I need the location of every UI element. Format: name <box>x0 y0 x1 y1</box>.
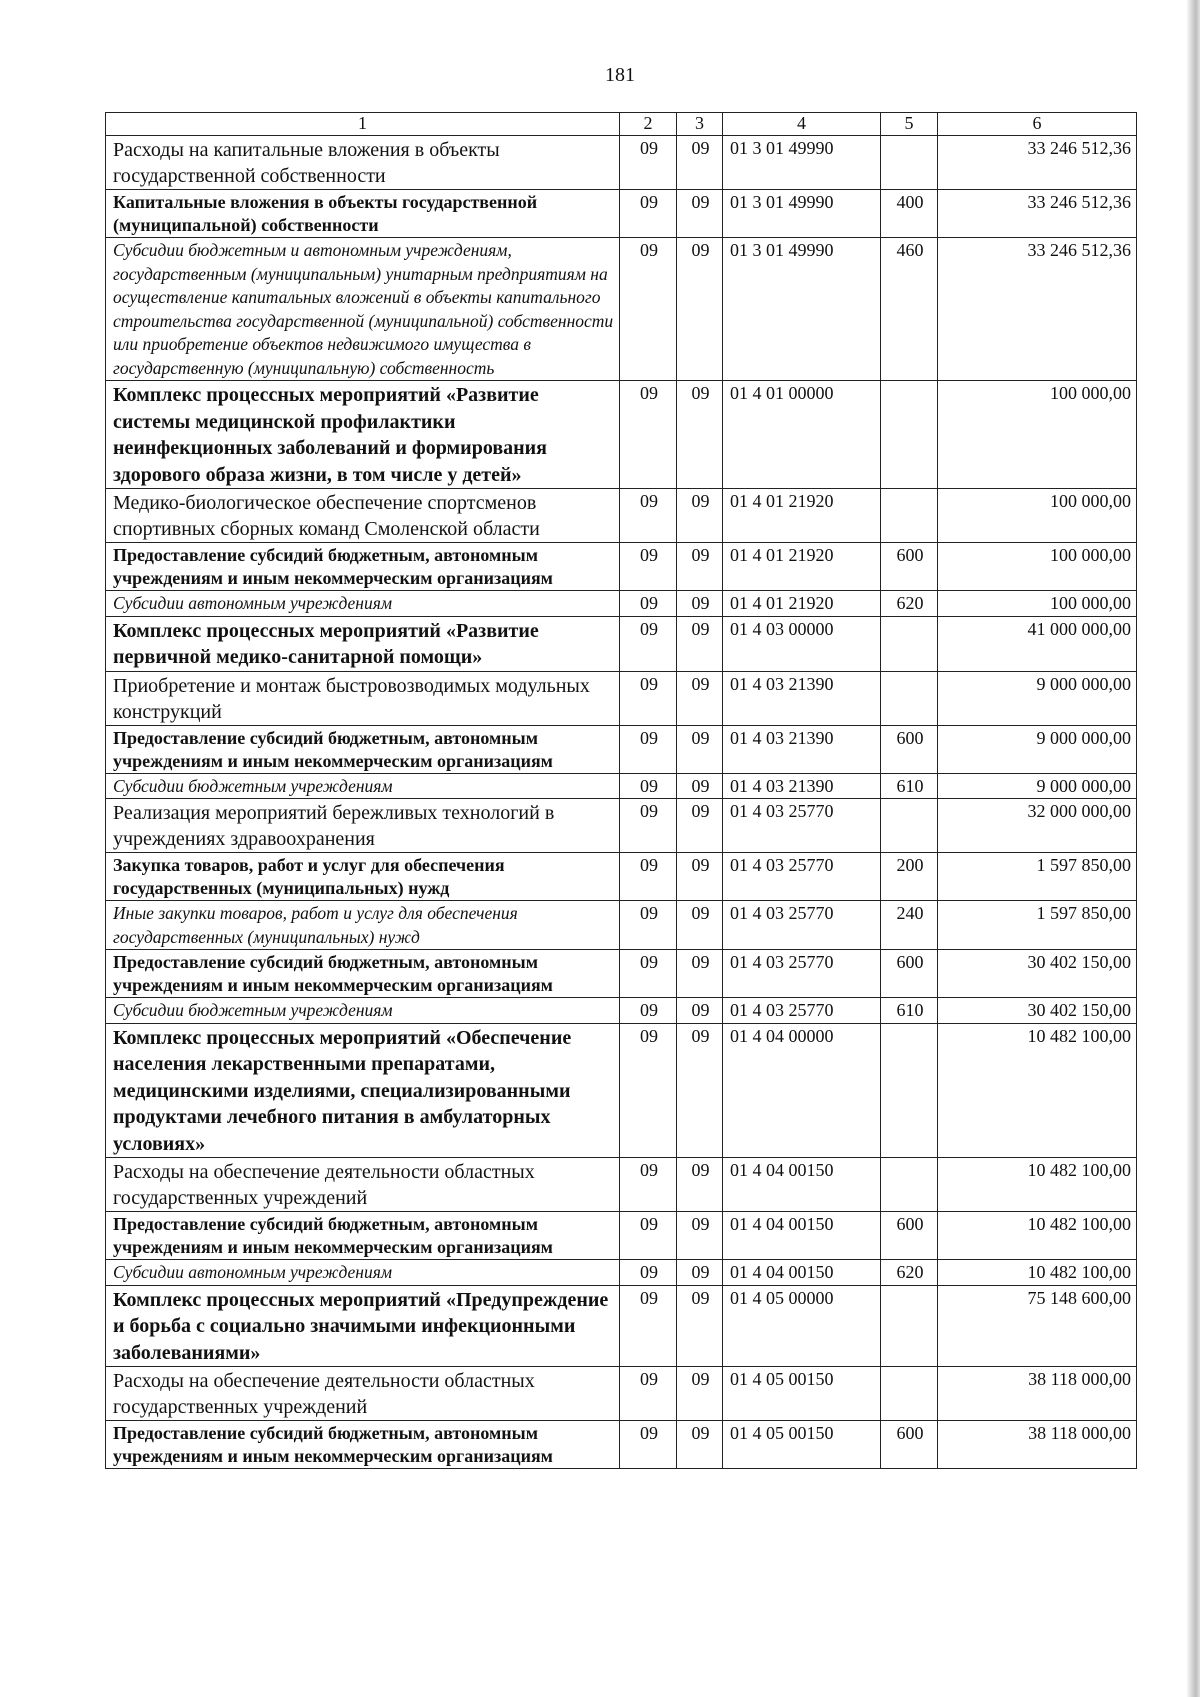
target-article-cell: 01 4 04 00150 <box>723 1260 881 1286</box>
target-article-cell: 01 4 01 00000 <box>723 381 881 489</box>
table-row <box>106 1421 1137 1469</box>
row-name-cell: Субсидии автономным учреждениям <box>106 1260 620 1286</box>
expense-type-cell <box>881 1023 938 1158</box>
expense-type-cell <box>881 671 938 725</box>
row-name-cell: Субсидии бюджетным учреждениям <box>106 998 620 1024</box>
column-number-header-row <box>106 113 1137 136</box>
row-name-cell: Предоставление субсидий бюджетным, автономным учреждениям и иным некоммерческим организациям <box>106 1421 620 1469</box>
subsection-code-cell: 09 <box>677 853 723 901</box>
table-row <box>106 1158 1137 1212</box>
expense-type-cell: 200 <box>881 853 938 901</box>
target-article-cell: 01 4 01 21920 <box>723 543 881 591</box>
section-code-cell: 09 <box>620 381 677 489</box>
subsection-code-cell: 09 <box>677 543 723 591</box>
subsection-code-cell: 09 <box>677 773 723 799</box>
expense-type-cell: 600 <box>881 1421 938 1469</box>
amount-cell: 1 597 850,00 <box>938 853 1137 901</box>
amount-cell: 9 000 000,00 <box>938 773 1137 799</box>
table-row <box>106 489 1137 543</box>
expense-type-cell: 400 <box>881 190 938 238</box>
subsection-code-cell: 09 <box>677 1158 723 1212</box>
subsection-code-cell: 09 <box>677 381 723 489</box>
section-code-cell: 09 <box>620 238 677 381</box>
target-article-cell: 01 4 03 25770 <box>723 950 881 998</box>
amount-cell: 100 000,00 <box>938 489 1137 543</box>
amount-cell: 100 000,00 <box>938 543 1137 591</box>
expense-type-cell: 460 <box>881 238 938 381</box>
row-name-cell: Иные закупки товаров, работ и услуг для обеспечения государственных (муниципальных) нужд <box>106 901 620 950</box>
table-row <box>106 238 1137 381</box>
section-code-cell: 09 <box>620 190 677 238</box>
row-name-cell: Расходы на обеспечение деятельности областных государственных учреждений <box>106 1158 620 1212</box>
amount-cell: 33 246 512,36 <box>938 136 1137 190</box>
subsection-code-cell: 09 <box>677 136 723 190</box>
expense-type-cell: 610 <box>881 773 938 799</box>
row-name-cell: Закупка товаров, работ и услуг для обеспечения государственных (муниципальных) нужд <box>106 853 620 901</box>
expense-type-cell: 600 <box>881 543 938 591</box>
subsection-code-cell: 09 <box>677 950 723 998</box>
target-article-cell: 01 4 03 25770 <box>723 799 881 853</box>
section-code-cell: 09 <box>620 901 677 950</box>
table-row <box>106 853 1137 901</box>
subsection-code-cell: 09 <box>677 1421 723 1469</box>
row-name-cell: Предоставление субсидий бюджетным, автономным учреждениям и иным некоммерческим организациям <box>106 950 620 998</box>
section-code-cell: 09 <box>620 671 677 725</box>
expense-type-cell <box>881 1367 938 1421</box>
target-article-cell: 01 4 03 21390 <box>723 773 881 799</box>
section-code-cell: 09 <box>620 799 677 853</box>
row-name-cell: Комплекс процессных мероприятий «Развитие первичной медико-санитарной помощи» <box>106 616 620 671</box>
target-article-cell: 01 4 04 00150 <box>723 1158 881 1212</box>
table-row <box>106 136 1137 190</box>
amount-cell: 100 000,00 <box>938 381 1137 489</box>
table-row <box>106 773 1137 799</box>
row-name-cell: Субсидии автономным учреждениям <box>106 591 620 617</box>
section-code-cell: 09 <box>620 136 677 190</box>
table-row <box>106 1260 1137 1286</box>
subsection-code-cell: 09 <box>677 1212 723 1260</box>
row-name-cell: Комплекс процессных мероприятий «Предупреждение и борьба с социально значимыми инфекционными заболеваниями» <box>106 1285 620 1367</box>
section-code-cell: 09 <box>620 1260 677 1286</box>
target-article-cell: 01 3 01 49990 <box>723 190 881 238</box>
row-name-cell: Комплекс процессных мероприятий «Обеспечение населения лекарственными препаратами, медицинскими изделиями, специализированными продуктами лечебного питания в амбулаторных условиях» <box>106 1023 620 1158</box>
section-code-cell: 09 <box>620 773 677 799</box>
table-row <box>106 591 1137 617</box>
section-code-cell: 09 <box>620 1023 677 1158</box>
section-code-cell: 09 <box>620 543 677 591</box>
column-number-5: 5 <box>881 113 938 136</box>
subsection-code-cell: 09 <box>677 489 723 543</box>
expense-type-cell: 610 <box>881 998 938 1024</box>
table-row <box>106 1367 1137 1421</box>
subsection-code-cell: 09 <box>677 725 723 773</box>
row-name-cell: Реализация мероприятий бережливых технологий в учреждениях здравоохранения <box>106 799 620 853</box>
column-number-3: 3 <box>677 113 723 136</box>
table-row <box>106 616 1137 671</box>
amount-cell: 41 000 000,00 <box>938 616 1137 671</box>
section-code-cell: 09 <box>620 616 677 671</box>
row-name-cell: Медико-биологическое обеспечение спортсменов спортивных сборных команд Смоленской области <box>106 489 620 543</box>
row-name-cell: Субсидии бюджетным и автономным учреждениям, государственным (муниципальным) унитарным предприятиям на осуществление капитальных вложений в объекты капитального строительства государственной (муниципальной) собственности или приобретение объектов недвижимого имущества в государственную (муниципальную) собственность <box>106 238 620 381</box>
expense-type-cell <box>881 1158 938 1212</box>
expense-type-cell <box>881 489 938 543</box>
expense-type-cell: 600 <box>881 725 938 773</box>
target-article-cell: 01 4 01 21920 <box>723 489 881 543</box>
expense-type-cell: 620 <box>881 1260 938 1286</box>
expense-type-cell: 620 <box>881 591 938 617</box>
target-article-cell: 01 4 05 00150 <box>723 1367 881 1421</box>
budget-table <box>105 112 1137 1469</box>
subsection-code-cell: 09 <box>677 1023 723 1158</box>
target-article-cell: 01 4 01 21920 <box>723 591 881 617</box>
table-row <box>106 950 1137 998</box>
row-name-cell: Приобретение и монтаж быстровозводимых модульных конструкций <box>106 671 620 725</box>
amount-cell: 32 000 000,00 <box>938 799 1137 853</box>
table-row <box>106 381 1137 489</box>
amount-cell: 100 000,00 <box>938 591 1137 617</box>
section-code-cell: 09 <box>620 725 677 773</box>
expense-type-cell <box>881 616 938 671</box>
page-number: 181 <box>605 64 635 86</box>
target-article-cell: 01 4 03 25770 <box>723 901 881 950</box>
amount-cell: 10 482 100,00 <box>938 1158 1137 1212</box>
target-article-cell: 01 4 03 25770 <box>723 853 881 901</box>
target-article-cell: 01 4 05 00150 <box>723 1421 881 1469</box>
row-name-cell: Комплекс процессных мероприятий «Развитие системы медицинской профилактики неинфекционных заболеваний и формирования здорового образа жизни, в том числе у детей» <box>106 381 620 489</box>
table-row <box>106 1285 1137 1367</box>
section-code-cell: 09 <box>620 1285 677 1367</box>
target-article-cell: 01 4 03 00000 <box>723 616 881 671</box>
subsection-code-cell: 09 <box>677 998 723 1024</box>
target-article-cell: 01 3 01 49990 <box>723 238 881 381</box>
section-code-cell: 09 <box>620 591 677 617</box>
target-article-cell: 01 4 05 00000 <box>723 1285 881 1367</box>
subsection-code-cell: 09 <box>677 799 723 853</box>
amount-cell: 10 482 100,00 <box>938 1023 1137 1158</box>
subsection-code-cell: 09 <box>677 1260 723 1286</box>
amount-cell: 38 118 000,00 <box>938 1421 1137 1469</box>
expense-type-cell <box>881 136 938 190</box>
scan-page-edge <box>1186 0 1200 1697</box>
target-article-cell: 01 4 04 00150 <box>723 1212 881 1260</box>
row-name-cell: Предоставление субсидий бюджетным, автономным учреждениям и иным некоммерческим организациям <box>106 1212 620 1260</box>
amount-cell: 10 482 100,00 <box>938 1212 1137 1260</box>
section-code-cell: 09 <box>620 853 677 901</box>
section-code-cell: 09 <box>620 489 677 543</box>
table-row <box>106 998 1137 1024</box>
amount-cell: 30 402 150,00 <box>938 998 1137 1024</box>
section-code-cell: 09 <box>620 950 677 998</box>
expense-type-cell <box>881 799 938 853</box>
expense-type-cell <box>881 381 938 489</box>
table-row <box>106 725 1137 773</box>
target-article-cell: 01 4 03 21390 <box>723 725 881 773</box>
column-number-2: 2 <box>620 113 677 136</box>
column-number-1: 1 <box>106 113 620 136</box>
target-article-cell: 01 4 03 25770 <box>723 998 881 1024</box>
amount-cell: 10 482 100,00 <box>938 1260 1137 1286</box>
column-number-6: 6 <box>938 113 1137 136</box>
subsection-code-cell: 09 <box>677 1367 723 1421</box>
amount-cell: 9 000 000,00 <box>938 725 1137 773</box>
table-row <box>106 901 1137 950</box>
amount-cell: 75 148 600,00 <box>938 1285 1137 1367</box>
amount-cell: 30 402 150,00 <box>938 950 1137 998</box>
subsection-code-cell: 09 <box>677 190 723 238</box>
subsection-code-cell: 09 <box>677 616 723 671</box>
row-name-cell: Предоставление субсидий бюджетным, автономным учреждениям и иным некоммерческим организациям <box>106 543 620 591</box>
section-code-cell: 09 <box>620 1421 677 1469</box>
subsection-code-cell: 09 <box>677 901 723 950</box>
subsection-code-cell: 09 <box>677 671 723 725</box>
row-name-cell: Субсидии бюджетным учреждениям <box>106 773 620 799</box>
row-name-cell: Предоставление субсидий бюджетным, автономным учреждениям и иным некоммерческим организациям <box>106 725 620 773</box>
section-code-cell: 09 <box>620 998 677 1024</box>
amount-cell: 1 597 850,00 <box>938 901 1137 950</box>
expense-type-cell <box>881 1285 938 1367</box>
row-name-cell: Расходы на капитальные вложения в объекты государственной собственности <box>106 136 620 190</box>
target-article-cell: 01 3 01 49990 <box>723 136 881 190</box>
table-row <box>106 1212 1137 1260</box>
target-article-cell: 01 4 03 21390 <box>723 671 881 725</box>
section-code-cell: 09 <box>620 1367 677 1421</box>
section-code-cell: 09 <box>620 1158 677 1212</box>
amount-cell: 33 246 512,36 <box>938 190 1137 238</box>
expense-type-cell: 240 <box>881 901 938 950</box>
subsection-code-cell: 09 <box>677 238 723 381</box>
table-row <box>106 671 1137 725</box>
expense-type-cell: 600 <box>881 950 938 998</box>
table-row <box>106 190 1137 238</box>
subsection-code-cell: 09 <box>677 591 723 617</box>
amount-cell: 9 000 000,00 <box>938 671 1137 725</box>
column-number-4: 4 <box>723 113 881 136</box>
table-row <box>106 543 1137 591</box>
subsection-code-cell: 09 <box>677 1285 723 1367</box>
expense-type-cell: 600 <box>881 1212 938 1260</box>
amount-cell: 38 118 000,00 <box>938 1367 1137 1421</box>
target-article-cell: 01 4 04 00000 <box>723 1023 881 1158</box>
row-name-cell: Капитальные вложения в объекты государственной (муниципальной) собственности <box>106 190 620 238</box>
amount-cell: 33 246 512,36 <box>938 238 1137 381</box>
table-row <box>106 1023 1137 1158</box>
row-name-cell: Расходы на обеспечение деятельности областных государственных учреждений <box>106 1367 620 1421</box>
budget-table-body <box>106 113 1137 1469</box>
section-code-cell: 09 <box>620 1212 677 1260</box>
table-row <box>106 799 1137 853</box>
